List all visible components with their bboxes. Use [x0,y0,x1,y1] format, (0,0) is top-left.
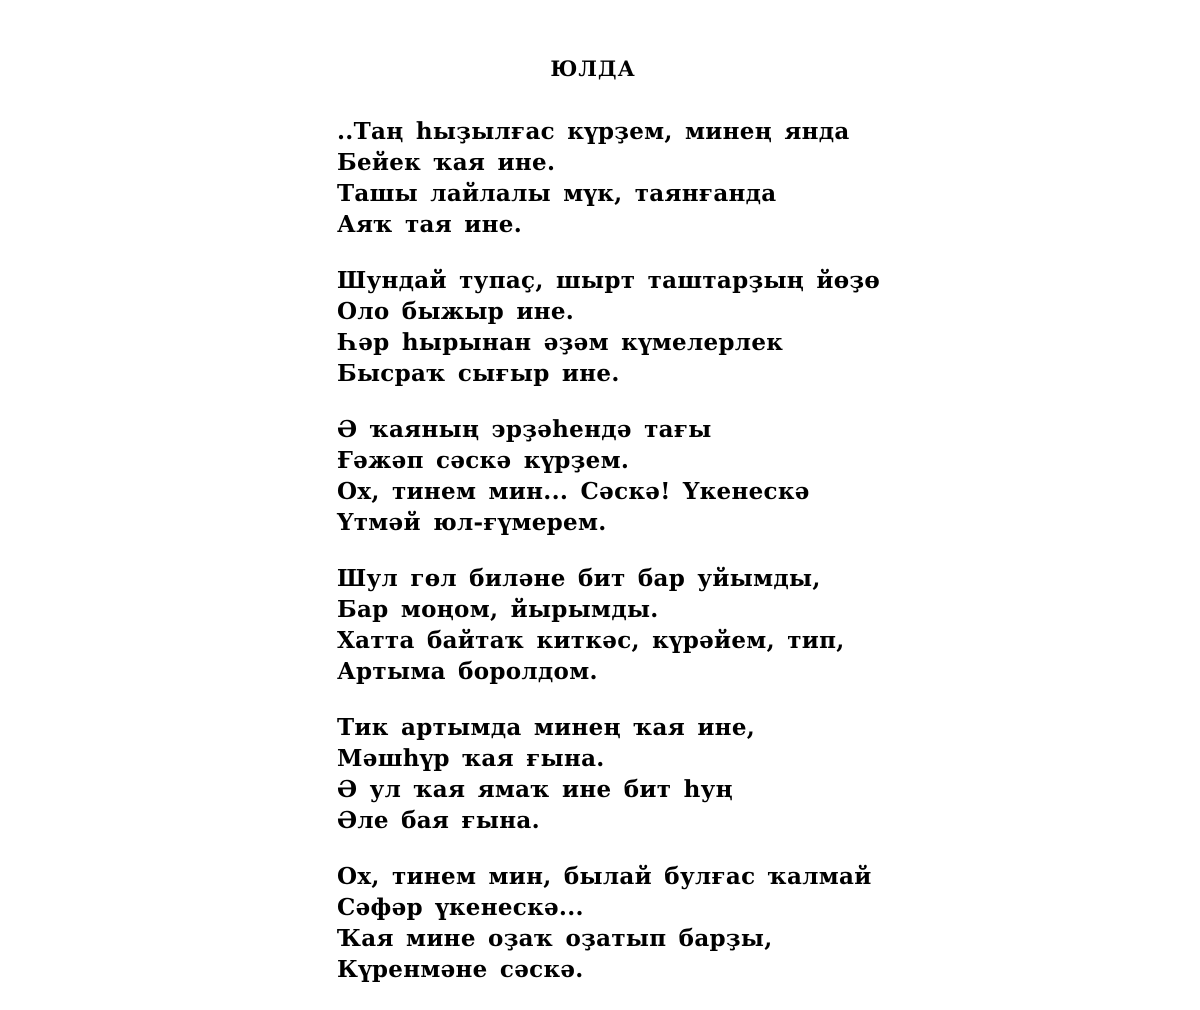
poem-line: Ә ҡаяның эрҙәһендә тағы [337,416,712,443]
poem-line: Артыма боролдом. [337,658,598,685]
poem-line: Бысраҡ сығыр ине. [337,360,620,387]
stanza-1 [337,116,937,240]
poem-line: Әле бая ғына. [337,807,540,834]
poem-line: Ох, тинем мин... Сәскә! Үкенескә [337,478,810,505]
stanza-2 [337,265,937,389]
poem-line: Мәшһүр ҡая ғына. [337,745,605,772]
poem-line: Сәфәр үкенескә... [337,894,584,921]
poem-line: Ох, тинем мин, былай булғас ҡалмай [337,863,872,890]
poem-line: Ғәжәп сәскә күрҙем. [337,447,630,474]
poem-title: ЮЛДА [550,56,636,81]
poem-line: Ташы лайлалы мүк, таянғанда [337,180,777,207]
poem-line: Үтмәй юл-ғүмерем. [337,509,607,536]
poem-line: Тик артымда минең ҡая ине, [337,714,756,741]
poem-line: Һәр һырынан әҙәм күмелерлек [337,329,784,356]
stanza-5 [337,712,937,836]
poem-line: Оло быжыр ине. [337,298,575,325]
stanza-4 [337,563,937,687]
poem-line: Шундай тупаҫ, шырт таштарҙың йөҙө [337,267,881,294]
poem-line: Ҡая мине оҙаҡ оҙатып барҙы, [337,925,773,952]
poem-line: Аяҡ тая ине. [337,211,523,238]
poem-line: Бейек ҡая ине. [337,149,556,176]
poem-line: Ә ул ҡая ямаҡ ине бит һуң [337,776,733,803]
stanza-3 [337,414,937,538]
poem-line: ..Таң һыҙылғас күрҙем, минең янда [337,118,850,145]
poem-line: Күренмәне сәскә. [337,956,584,983]
poem-line: Шул гөл биләне бит бар уйымды, [337,565,821,592]
poem-body [337,116,937,1010]
stanza-6 [337,861,937,985]
poem-line: Хатта байтаҡ киткәс, күрәйем, тип, [337,627,845,654]
poem-line: Бар моңом, йырымды. [337,596,659,623]
